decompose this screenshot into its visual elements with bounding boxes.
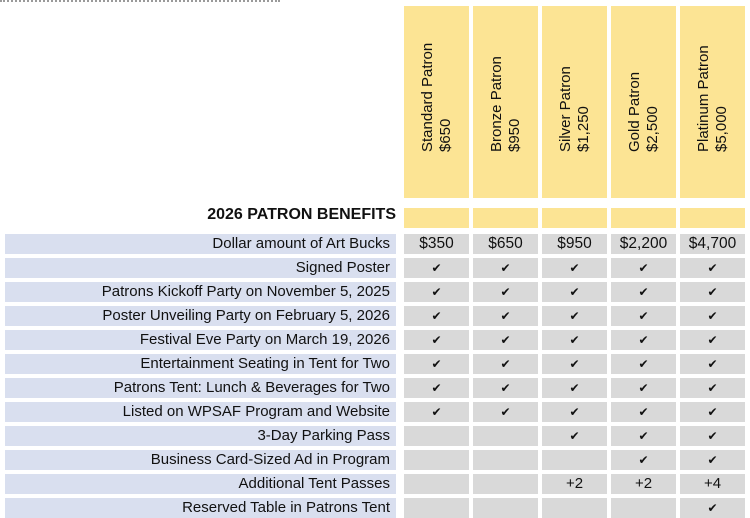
check-icon: ✔ xyxy=(680,426,745,446)
benefit-value-cell: +4 xyxy=(680,474,745,494)
check-icon: ✔ xyxy=(473,402,538,422)
benefit-value-cell xyxy=(473,498,538,518)
tier-column-5 xyxy=(680,6,745,198)
check-icon: ✔ xyxy=(542,330,607,350)
check-icon: ✔ xyxy=(542,354,607,374)
check-icon: ✔ xyxy=(404,282,469,302)
check-icon: ✔ xyxy=(404,330,469,350)
check-icon: ✔ xyxy=(542,426,607,446)
tier-column-3 xyxy=(542,6,607,198)
tier-label xyxy=(626,72,662,152)
check-icon: ✔ xyxy=(542,378,607,398)
benefit-label: Listed on WPSAF Program and Website xyxy=(5,402,396,422)
benefit-value-cell xyxy=(473,474,538,494)
benefit-label: Business Card-Sized Ad in Program xyxy=(5,450,396,470)
benefit-value-cell: +2 xyxy=(611,474,676,494)
tier-name: Silver Patron xyxy=(556,66,574,152)
check-icon: ✔ xyxy=(611,282,676,302)
benefit-label: Entertainment Seating in Tent for Two xyxy=(5,354,396,374)
tier-price: $950 xyxy=(505,118,523,152)
check-icon: ✔ xyxy=(542,282,607,302)
benefit-label: Signed Poster xyxy=(5,258,396,278)
tier-name: Standard Patron xyxy=(418,42,436,152)
tier-column-2 xyxy=(473,6,538,198)
top-dotted-border xyxy=(0,0,280,4)
check-icon: ✔ xyxy=(611,306,676,326)
tier-name: Platinum Patron xyxy=(694,45,712,152)
tier-name: Bronze Patron xyxy=(487,56,505,152)
tier-price: $650 xyxy=(436,118,454,152)
check-icon: ✔ xyxy=(680,282,745,302)
check-icon: ✔ xyxy=(611,354,676,374)
check-icon: ✔ xyxy=(680,402,745,422)
benefit-value-cell xyxy=(611,498,676,518)
benefit-value-cell: $350 xyxy=(404,234,469,254)
benefit-value-cell: $2,200 xyxy=(611,234,676,254)
title-row-cell xyxy=(680,208,745,228)
benefit-value-cell xyxy=(542,498,607,518)
benefit-label: Dollar amount of Art Bucks xyxy=(5,234,396,254)
check-icon: ✔ xyxy=(473,282,538,302)
tier-price: $5,000 xyxy=(712,106,730,152)
benefit-label: Festival Eve Party on March 19, 2026 xyxy=(5,330,396,350)
benefit-label: Additional Tent Passes xyxy=(5,474,396,494)
check-icon: ✔ xyxy=(611,378,676,398)
title-row-cell xyxy=(542,208,607,228)
check-icon: ✔ xyxy=(404,402,469,422)
check-icon: ✔ xyxy=(680,498,745,518)
benefit-value-cell xyxy=(542,450,607,470)
benefit-value-cell xyxy=(404,450,469,470)
check-icon: ✔ xyxy=(473,378,538,398)
benefit-value-cell xyxy=(404,426,469,446)
check-icon: ✔ xyxy=(404,306,469,326)
check-icon: ✔ xyxy=(680,378,745,398)
check-icon: ✔ xyxy=(611,258,676,278)
tier-label xyxy=(557,66,593,152)
check-icon: ✔ xyxy=(404,378,469,398)
check-icon: ✔ xyxy=(473,354,538,374)
tier-column-1 xyxy=(404,6,469,198)
check-icon: ✔ xyxy=(542,306,607,326)
check-icon: ✔ xyxy=(611,402,676,422)
tier-price: $1,250 xyxy=(574,106,592,152)
check-icon: ✔ xyxy=(542,402,607,422)
benefit-value-cell: $950 xyxy=(542,234,607,254)
tier-column-4 xyxy=(611,6,676,198)
check-icon: ✔ xyxy=(611,450,676,470)
check-icon: ✔ xyxy=(680,330,745,350)
title-row-cell xyxy=(473,208,538,228)
tier-label xyxy=(419,43,455,152)
check-icon: ✔ xyxy=(680,258,745,278)
check-icon: ✔ xyxy=(473,330,538,350)
tier-label xyxy=(695,45,731,152)
benefit-value-cell: $650 xyxy=(473,234,538,254)
check-icon: ✔ xyxy=(680,354,745,374)
tier-label xyxy=(488,56,524,152)
tier-price: $2,500 xyxy=(643,106,661,152)
check-icon: ✔ xyxy=(611,426,676,446)
title-row-cell xyxy=(404,208,469,228)
check-icon: ✔ xyxy=(611,330,676,350)
benefit-value-cell xyxy=(473,450,538,470)
benefit-value-cell xyxy=(404,474,469,494)
benefit-value-cell xyxy=(473,426,538,446)
benefit-label: Patrons Tent: Lunch & Beverages for Two xyxy=(5,378,396,398)
check-icon: ✔ xyxy=(473,306,538,326)
check-icon: ✔ xyxy=(473,258,538,278)
benefit-value-cell: +2 xyxy=(542,474,607,494)
check-icon: ✔ xyxy=(542,258,607,278)
title-row-cell xyxy=(611,208,676,228)
benefit-label: 3-Day Parking Pass xyxy=(5,426,396,446)
benefit-label: Reserved Table in Patrons Tent xyxy=(5,498,396,518)
check-icon: ✔ xyxy=(404,354,469,374)
check-icon: ✔ xyxy=(680,306,745,326)
check-icon: ✔ xyxy=(680,450,745,470)
benefit-value-cell: $4,700 xyxy=(680,234,745,254)
page-title: 2026 PATRON BENEFITS xyxy=(207,206,396,223)
tier-name: Gold Patron xyxy=(625,71,643,152)
check-icon: ✔ xyxy=(404,258,469,278)
benefit-label: Poster Unveiling Party on February 5, 2026 xyxy=(5,306,396,326)
benefit-value-cell xyxy=(404,498,469,518)
benefit-label: Patrons Kickoff Party on November 5, 2025 xyxy=(5,282,396,302)
